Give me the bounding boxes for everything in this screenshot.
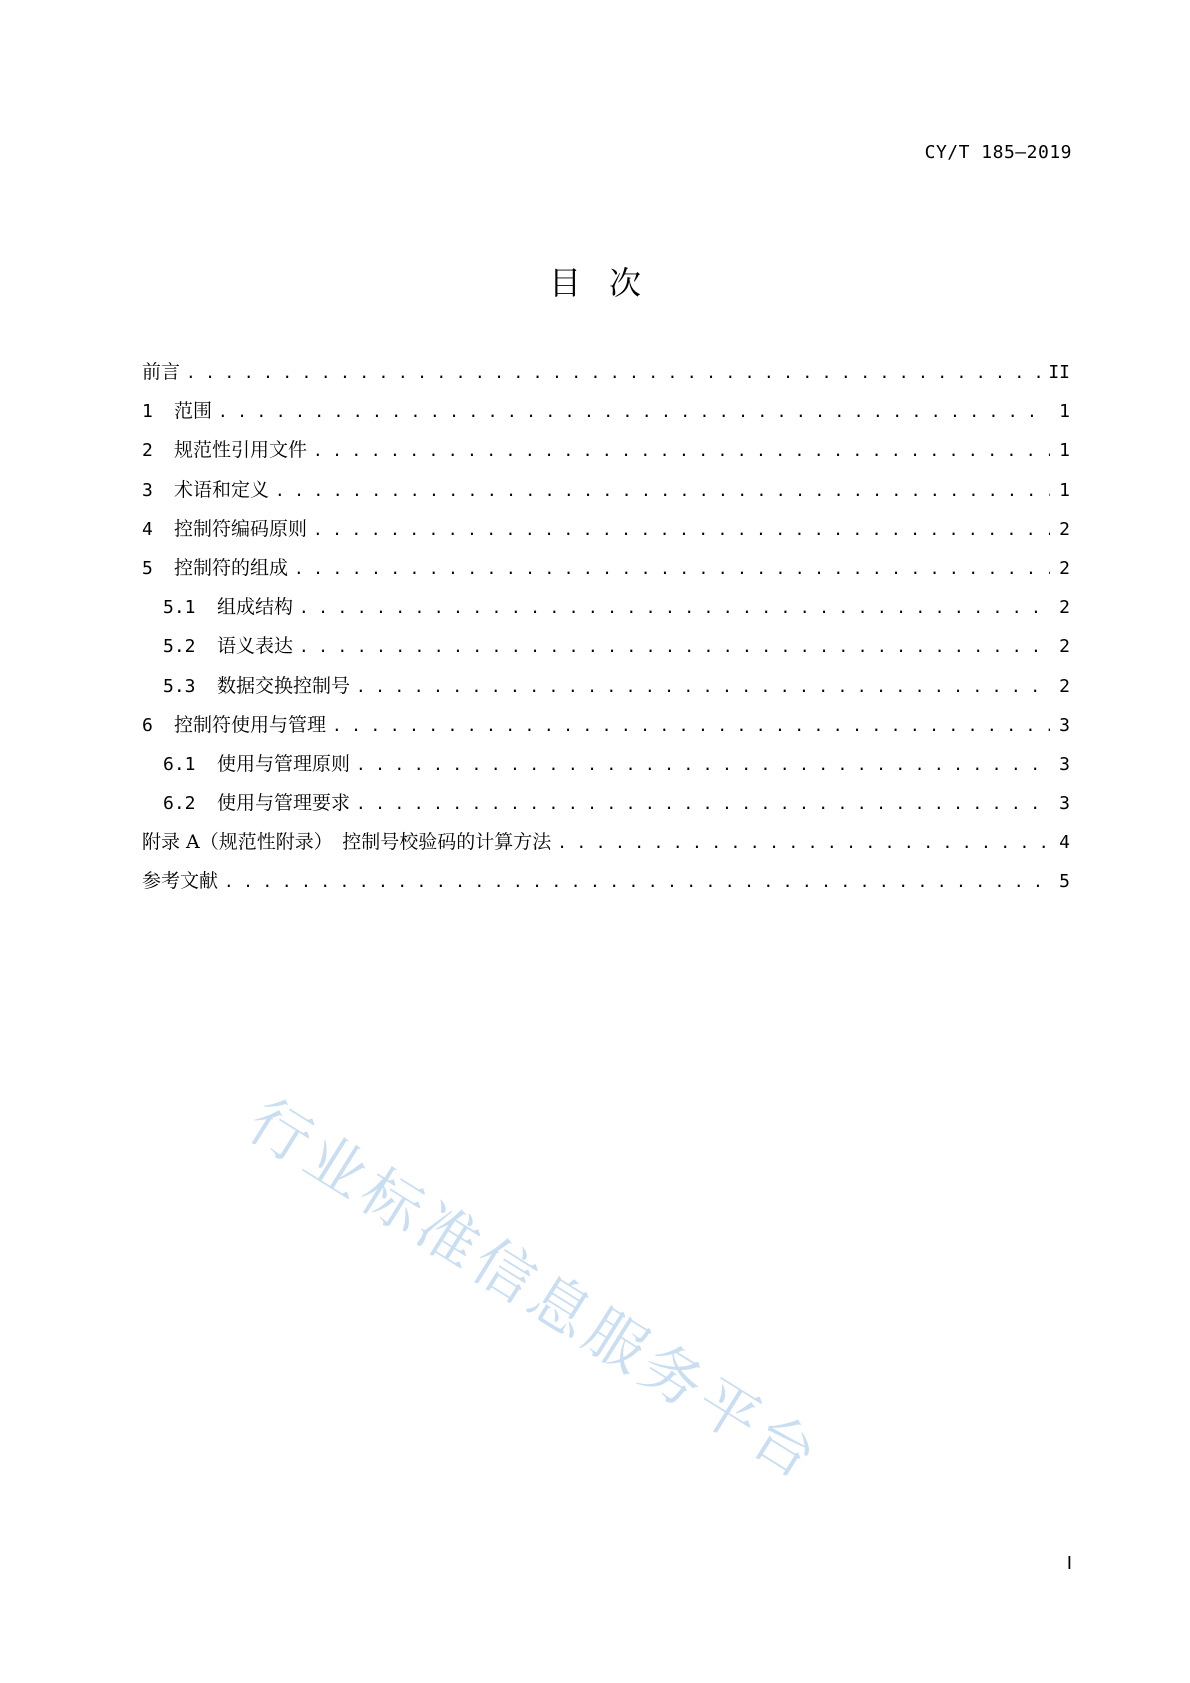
toc-entry-page: 1 [1059,401,1070,423]
toc-entry-page: 2 [1059,636,1070,658]
toc-entry-label: 参考文献 [142,870,219,893]
toc-entry-page: II [1048,362,1070,383]
toc-entry[interactable] [142,396,1070,435]
toc-leader-dots [356,755,1050,774]
toc-entry-label: 控制符使用与管理 [174,713,327,736]
toc-entry[interactable] [142,553,1070,592]
toc-entry-number: 6.2 [163,793,196,815]
toc-entry[interactable] [142,357,1070,396]
toc-entry-number: 3 [142,479,153,501]
toc-leader-dots [356,794,1050,813]
toc-entry[interactable] [142,671,1070,710]
toc-entry-label: 范围 [174,400,213,423]
toc-entry[interactable] [142,866,1070,905]
toc-entry-number: 5.1 [163,597,196,619]
toc-leader-dots [299,637,1050,656]
toc-leader-dots [313,520,1050,539]
toc-entry-number: 2 [142,440,153,462]
toc-entry-label: 控制符编码原则 [174,517,308,540]
toc-leader-dots [356,677,1050,696]
toc-entry-page: 2 [1059,518,1070,540]
toc-entry-page: 3 [1059,714,1070,736]
toc-leader-dots [557,833,1050,852]
toc-entry-page: 2 [1059,675,1070,697]
watermark: 行业标准信息服务平台 [236,1086,833,1496]
toc-leader-dots [186,363,1042,382]
toc-entry-label: 控制符的组成 [174,556,289,579]
document-code: CY/T 185—2019 [924,142,1072,163]
toc-entry-label: 规范性引用文件 [174,439,308,462]
toc-entry-number: 5.2 [163,636,196,658]
toc-entry-page: 3 [1059,793,1070,815]
toc-entry-label: 前言 [142,361,181,383]
toc-entry-page: 5 [1059,871,1070,893]
toc-entry-page: 4 [1059,832,1070,854]
toc-entry[interactable] [142,514,1070,553]
toc-leader-dots [218,402,1050,421]
toc-leader-dots [294,559,1050,578]
toc-entry-label: 组成结构 [217,596,294,619]
toc-entry-number: 5.3 [163,675,196,697]
toc-entry-page: 1 [1059,440,1070,462]
toc-leader-dots [224,872,1050,891]
toc-entry[interactable] [142,710,1070,749]
toc-entry[interactable] [142,475,1070,514]
toc-entry[interactable] [142,749,1070,788]
toc-entry[interactable] [142,631,1070,670]
toc-leader-dots [332,716,1050,735]
toc-entry-label: 附录 A（规范性附录） 控制号校验码的计算方法 [142,831,552,854]
toc-leader-dots [275,481,1050,500]
toc-entry[interactable] [142,788,1070,827]
toc-entry-number: 5 [142,557,153,579]
toc-entry-label: 使用与管理要求 [217,792,351,815]
toc-entry-page: 1 [1059,479,1070,501]
toc-entry-number: 6 [142,714,153,736]
toc-entry-page: 2 [1059,597,1070,619]
page-number: I [1066,1553,1072,1574]
toc-entry-label: 使用与管理原则 [217,752,351,775]
toc-entry-number: 6.1 [163,753,196,775]
toc-entry-number: 4 [142,518,153,540]
toc-leader-dots [313,441,1050,460]
toc-entry-page: 2 [1059,557,1070,579]
toc-leader-dots [299,598,1050,617]
toc-entry-label: 术语和定义 [174,478,270,501]
toc-entry-label: 数据交换控制号 [217,674,351,697]
toc-entry-label: 语义表达 [217,635,294,658]
table-of-contents [142,357,1070,906]
toc-entry[interactable] [142,592,1070,631]
toc-title: 目次 [548,264,669,302]
toc-entry-number: 1 [142,401,153,423]
toc-entry[interactable] [142,435,1070,474]
toc-entry-page: 3 [1059,753,1070,775]
toc-entry[interactable] [142,827,1070,866]
